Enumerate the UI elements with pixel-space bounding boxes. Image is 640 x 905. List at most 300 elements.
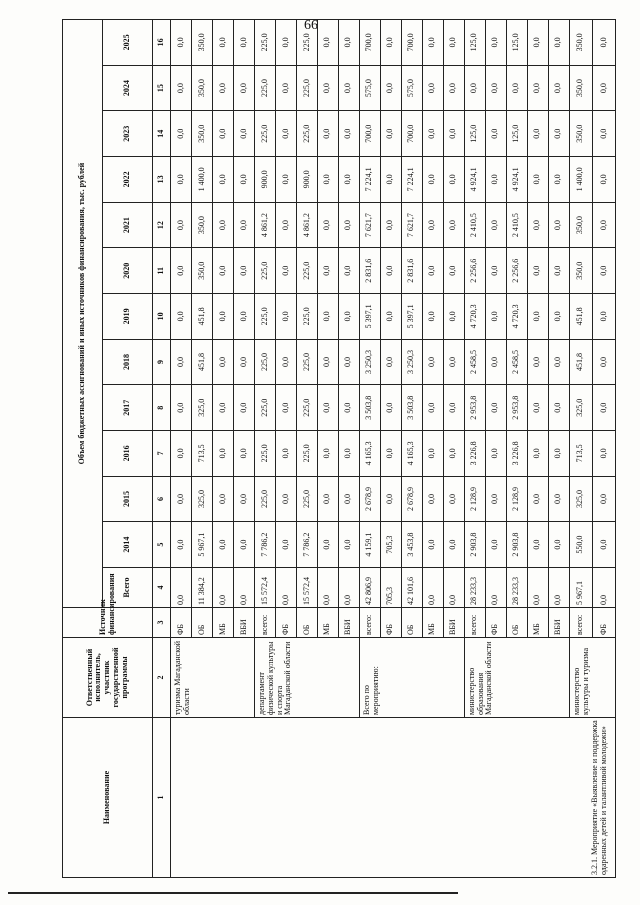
value-cell: 5 397,1 — [359, 294, 380, 340]
value-cell: 705,3 — [380, 522, 401, 568]
total-cell: 0,0 — [527, 568, 548, 608]
source-cell: ВБИ — [233, 608, 254, 638]
value-cell: 325,0 — [191, 385, 212, 431]
value-cell: 0,0 — [485, 20, 506, 66]
source-cell: ВБИ — [443, 608, 464, 638]
value-cell: 125,0 — [506, 20, 527, 66]
value-cell: 0,0 — [317, 476, 338, 522]
value-cell: 451,8 — [191, 294, 212, 340]
value-cell: 0,0 — [422, 339, 443, 385]
executor-cell: Всего по мероприятию: — [359, 638, 464, 718]
value-cell: 350,0 — [569, 20, 592, 66]
value-cell: 2 953,8 — [506, 385, 527, 431]
value-cell: 0,0 — [485, 202, 506, 248]
value-cell: 0,0 — [548, 157, 569, 203]
page-number: 66 — [304, 18, 318, 33]
column-index: 16 — [153, 20, 171, 66]
value-cell: 0,0 — [338, 157, 359, 203]
value-cell: 0,0 — [485, 339, 506, 385]
value-cell: 0,0 — [422, 522, 443, 568]
value-cell: 2 128,9 — [506, 476, 527, 522]
source-cell: ФБ — [275, 608, 296, 638]
value-cell: 0,0 — [443, 20, 464, 66]
value-cell: 4 720,3 — [506, 294, 527, 340]
value-cell: 0,0 — [548, 339, 569, 385]
value-cell: 350,0 — [569, 65, 592, 111]
value-cell: 0,0 — [548, 65, 569, 111]
value-cell: 4 924,1 — [506, 157, 527, 203]
column-index: 11 — [153, 248, 171, 294]
executor-cell: туризма Магаданской области — [171, 638, 255, 718]
value-cell: 4 165,3 — [401, 431, 422, 477]
column-index: 2 — [153, 638, 171, 718]
total-cell: 5 967,1 — [569, 568, 592, 608]
value-cell: 0,0 — [443, 65, 464, 111]
value-cell: 0,0 — [212, 385, 233, 431]
column-index-row — [153, 20, 171, 878]
header-year: 2018 — [103, 339, 153, 385]
value-cell: 0,0 — [592, 339, 615, 385]
value-cell: 0,0 — [171, 522, 192, 568]
total-cell: 15 572,4 — [296, 568, 317, 608]
value-cell: 2 903,8 — [506, 522, 527, 568]
header-total: Всего — [103, 568, 153, 608]
value-cell: 2 953,8 — [464, 385, 485, 431]
source-cell: МБ — [422, 608, 443, 638]
column-index: 7 — [153, 431, 171, 477]
value-cell: 0,0 — [233, 248, 254, 294]
total-cell: 0,0 — [548, 568, 569, 608]
header-year: 2015 — [103, 476, 153, 522]
value-cell: 0,0 — [506, 65, 527, 111]
value-cell: 0,0 — [380, 157, 401, 203]
source-cell: ОБ — [191, 608, 212, 638]
value-cell: 0,0 — [233, 65, 254, 111]
header-volume: Объем бюджетных ассигнований и иных источников финансирования, тыс. рублей — [63, 20, 103, 608]
value-cell: 0,0 — [527, 202, 548, 248]
value-cell: 0,0 — [443, 202, 464, 248]
value-cell: 700,0 — [401, 111, 422, 157]
source-cell: МБ — [212, 608, 233, 638]
header-executor: Ответственный исполнитель, участник государственной программы — [63, 638, 153, 718]
value-cell: 0,0 — [171, 431, 192, 477]
value-cell: 713,5 — [191, 431, 212, 477]
value-cell: 550,0 — [569, 522, 592, 568]
value-cell: 0,0 — [275, 385, 296, 431]
value-cell: 0,0 — [443, 294, 464, 340]
value-cell: 0,0 — [233, 20, 254, 66]
bottom-rule — [8, 892, 458, 894]
column-index: 9 — [153, 339, 171, 385]
value-cell: 0,0 — [592, 65, 615, 111]
value-cell: 225,0 — [296, 111, 317, 157]
value-cell: 0,0 — [338, 20, 359, 66]
source-cell: ФБ — [592, 608, 615, 638]
value-cell: 7 786,2 — [296, 522, 317, 568]
value-cell: 0,0 — [171, 294, 192, 340]
column-index: 1 — [153, 718, 171, 878]
value-cell: 350,0 — [569, 111, 592, 157]
value-cell: 0,0 — [212, 339, 233, 385]
value-cell: 0,0 — [422, 476, 443, 522]
column-index: 12 — [153, 202, 171, 248]
value-cell: 0,0 — [380, 111, 401, 157]
value-cell: 0,0 — [275, 431, 296, 477]
header-year: 2023 — [103, 111, 153, 157]
value-cell: 0,0 — [380, 385, 401, 431]
value-cell: 3 250,3 — [359, 339, 380, 385]
value-cell: 0,0 — [380, 339, 401, 385]
table-header — [63, 20, 153, 878]
value-cell: 0,0 — [317, 202, 338, 248]
value-cell: 575,0 — [359, 65, 380, 111]
value-cell: 0,0 — [212, 522, 233, 568]
value-cell: 0,0 — [422, 202, 443, 248]
value-cell: 0,0 — [443, 157, 464, 203]
value-cell: 0,0 — [527, 111, 548, 157]
value-cell: 0,0 — [338, 111, 359, 157]
value-cell: 0,0 — [592, 294, 615, 340]
value-cell: 350,0 — [191, 111, 212, 157]
value-cell: 0,0 — [317, 431, 338, 477]
value-cell: 225,0 — [254, 431, 275, 477]
value-cell: 0,0 — [275, 339, 296, 385]
source-cell: всего: — [464, 608, 485, 638]
value-cell: 0,0 — [380, 20, 401, 66]
value-cell: 0,0 — [275, 476, 296, 522]
value-cell: 0,0 — [338, 431, 359, 477]
value-cell: 2 410,5 — [506, 202, 527, 248]
value-cell: 2 128,9 — [464, 476, 485, 522]
value-cell: 0,0 — [527, 248, 548, 294]
value-cell: 0,0 — [422, 157, 443, 203]
total-cell: 0,0 — [212, 568, 233, 608]
value-cell: 0,0 — [422, 20, 443, 66]
value-cell: 0,0 — [548, 385, 569, 431]
value-cell: 1 400,0 — [191, 157, 212, 203]
value-cell: 0,0 — [527, 65, 548, 111]
value-cell: 2 678,9 — [401, 476, 422, 522]
value-cell: 0,0 — [527, 294, 548, 340]
value-cell: 225,0 — [296, 248, 317, 294]
value-cell: 0,0 — [592, 385, 615, 431]
header-year: 2016 — [103, 431, 153, 477]
total-cell: 0,0 — [317, 568, 338, 608]
value-cell: 0,0 — [485, 476, 506, 522]
value-cell: 3 250,3 — [401, 339, 422, 385]
value-cell: 700,0 — [401, 20, 422, 66]
source-cell: ФБ — [171, 608, 192, 638]
value-cell: 0,0 — [338, 385, 359, 431]
value-cell: 0,0 — [338, 202, 359, 248]
value-cell: 225,0 — [296, 385, 317, 431]
total-cell: 0,0 — [275, 568, 296, 608]
value-cell: 225,0 — [296, 476, 317, 522]
value-cell: 0,0 — [527, 431, 548, 477]
value-cell: 5 397,1 — [401, 294, 422, 340]
value-cell: 0,0 — [592, 157, 615, 203]
value-cell: 0,0 — [464, 65, 485, 111]
value-cell: 0,0 — [212, 248, 233, 294]
value-cell: 225,0 — [296, 431, 317, 477]
value-cell: 0,0 — [380, 431, 401, 477]
total-cell: 0,0 — [338, 568, 359, 608]
value-cell: 0,0 — [548, 522, 569, 568]
value-cell: 3 226,8 — [464, 431, 485, 477]
value-cell: 325,0 — [191, 476, 212, 522]
value-cell: 0,0 — [592, 431, 615, 477]
total-cell: 0,0 — [443, 568, 464, 608]
value-cell: 0,0 — [233, 294, 254, 340]
value-cell: 0,0 — [317, 157, 338, 203]
value-cell: 0,0 — [380, 65, 401, 111]
value-cell: 0,0 — [212, 65, 233, 111]
value-cell: 0,0 — [548, 248, 569, 294]
value-cell: 5 967,1 — [191, 522, 212, 568]
source-cell: ОБ — [296, 608, 317, 638]
value-cell: 0,0 — [212, 157, 233, 203]
value-cell: 125,0 — [464, 20, 485, 66]
value-cell: 0,0 — [212, 476, 233, 522]
value-cell: 125,0 — [506, 111, 527, 157]
column-index: 13 — [153, 157, 171, 203]
value-cell: 350,0 — [569, 202, 592, 248]
value-cell: 0,0 — [592, 248, 615, 294]
header-source: Источник финансирования — [63, 608, 153, 638]
value-cell: 0,0 — [317, 385, 338, 431]
value-cell: 1 400,0 — [569, 157, 592, 203]
value-cell: 0,0 — [485, 111, 506, 157]
value-cell: 2 410,5 — [464, 202, 485, 248]
value-cell: 700,0 — [359, 111, 380, 157]
value-cell: 225,0 — [254, 20, 275, 66]
value-cell: 0,0 — [443, 476, 464, 522]
value-cell: 0,0 — [171, 339, 192, 385]
value-cell: 350,0 — [191, 65, 212, 111]
value-cell: 0,0 — [275, 111, 296, 157]
value-cell: 350,0 — [191, 202, 212, 248]
value-cell: 0,0 — [171, 65, 192, 111]
value-cell: 4 861,2 — [296, 202, 317, 248]
source-cell: всего: — [359, 608, 380, 638]
value-cell: 0,0 — [443, 339, 464, 385]
value-cell: 7 621,7 — [401, 202, 422, 248]
value-cell: 0,0 — [233, 339, 254, 385]
value-cell: 0,0 — [527, 385, 548, 431]
rotated-table-wrapper — [62, 20, 616, 878]
header-year: 2020 — [103, 248, 153, 294]
value-cell: 0,0 — [317, 522, 338, 568]
value-cell: 0,0 — [527, 522, 548, 568]
value-cell: 0,0 — [422, 431, 443, 477]
total-cell: 705,3 — [380, 568, 401, 608]
value-cell: 0,0 — [317, 20, 338, 66]
value-cell: 0,0 — [422, 294, 443, 340]
value-cell: 451,8 — [191, 339, 212, 385]
value-cell: 0,0 — [212, 202, 233, 248]
value-cell: 0,0 — [485, 431, 506, 477]
value-cell: 0,0 — [380, 476, 401, 522]
column-index: 15 — [153, 65, 171, 111]
total-cell: 11 384,2 — [191, 568, 212, 608]
value-cell: 2 903,8 — [464, 522, 485, 568]
value-cell: 225,0 — [254, 476, 275, 522]
source-cell: ВБИ — [548, 608, 569, 638]
source-cell: ОБ — [506, 608, 527, 638]
column-index: 10 — [153, 294, 171, 340]
value-cell: 0,0 — [275, 157, 296, 203]
total-cell: 28 233,3 — [464, 568, 485, 608]
value-cell: 0,0 — [527, 157, 548, 203]
executor-cell: министерство культуры и туризма — [569, 638, 615, 718]
value-cell: 0,0 — [443, 111, 464, 157]
column-index: 5 — [153, 522, 171, 568]
value-cell: 4 924,1 — [464, 157, 485, 203]
value-cell: 0,0 — [527, 339, 548, 385]
value-cell: 0,0 — [275, 294, 296, 340]
value-cell: 0,0 — [171, 385, 192, 431]
value-cell: 0,0 — [443, 522, 464, 568]
value-cell: 225,0 — [254, 294, 275, 340]
source-cell: ФБ — [485, 608, 506, 638]
source-cell: МБ — [317, 608, 338, 638]
value-cell: 0,0 — [233, 476, 254, 522]
value-cell: 225,0 — [254, 111, 275, 157]
value-cell: 0,0 — [592, 111, 615, 157]
value-cell: 325,0 — [569, 385, 592, 431]
value-cell: 350,0 — [569, 248, 592, 294]
value-cell: 7 224,1 — [401, 157, 422, 203]
value-cell: 4 720,3 — [464, 294, 485, 340]
value-cell: 0,0 — [485, 248, 506, 294]
value-cell: 0,0 — [317, 65, 338, 111]
value-cell: 451,8 — [569, 294, 592, 340]
header-year: 2014 — [103, 522, 153, 568]
total-cell: 42 806,9 — [359, 568, 380, 608]
value-cell: 0,0 — [233, 157, 254, 203]
column-index: 3 — [153, 608, 171, 638]
table-body — [153, 20, 616, 878]
value-cell: 0,0 — [171, 476, 192, 522]
value-cell: 0,0 — [485, 385, 506, 431]
value-cell: 0,0 — [317, 294, 338, 340]
value-cell: 0,0 — [338, 522, 359, 568]
total-cell: 0,0 — [233, 568, 254, 608]
value-cell: 350,0 — [191, 248, 212, 294]
value-cell: 0,0 — [527, 476, 548, 522]
value-cell: 0,0 — [317, 111, 338, 157]
value-cell: 125,0 — [464, 111, 485, 157]
value-cell: 0,0 — [422, 385, 443, 431]
value-cell: 0,0 — [422, 111, 443, 157]
value-cell: 225,0 — [254, 385, 275, 431]
value-cell: 0,0 — [548, 476, 569, 522]
value-cell: 0,0 — [443, 431, 464, 477]
value-cell: 0,0 — [171, 157, 192, 203]
table-row — [171, 20, 192, 878]
value-cell: 4 159,1 — [359, 522, 380, 568]
value-cell: 700,0 — [359, 20, 380, 66]
value-cell: 0,0 — [212, 20, 233, 66]
total-cell: 0,0 — [171, 568, 192, 608]
value-cell: 225,0 — [254, 339, 275, 385]
value-cell: 7 224,1 — [359, 157, 380, 203]
value-cell: 2 831,6 — [359, 248, 380, 294]
source-cell: всего: — [569, 608, 592, 638]
value-cell: 0,0 — [380, 294, 401, 340]
value-cell: 225,0 — [296, 20, 317, 66]
value-cell: 0,0 — [380, 248, 401, 294]
value-cell: 350,0 — [191, 20, 212, 66]
value-cell: 0,0 — [485, 65, 506, 111]
value-cell: 0,0 — [548, 294, 569, 340]
value-cell: 2 458,5 — [464, 339, 485, 385]
value-cell: 0,0 — [233, 111, 254, 157]
source-cell: ОБ — [401, 608, 422, 638]
value-cell: 0,0 — [422, 65, 443, 111]
value-cell: 225,0 — [296, 294, 317, 340]
source-cell: всего: — [254, 608, 275, 638]
value-cell: 225,0 — [296, 65, 317, 111]
value-cell: 225,0 — [296, 339, 317, 385]
executor-cell: департамент физической культуры и спорта Магаданской области — [254, 638, 359, 718]
value-cell: 0,0 — [212, 431, 233, 477]
value-cell: 0,0 — [171, 111, 192, 157]
value-cell: 0,0 — [233, 522, 254, 568]
value-cell: 225,0 — [254, 65, 275, 111]
value-cell: 2 831,6 — [401, 248, 422, 294]
value-cell: 0,0 — [171, 20, 192, 66]
value-cell: 3 453,8 — [401, 522, 422, 568]
value-cell: 3 226,8 — [506, 431, 527, 477]
header-year: 2025 — [103, 20, 153, 66]
header-year: 2019 — [103, 294, 153, 340]
header-year: 2024 — [103, 65, 153, 111]
value-cell: 2 458,5 — [506, 339, 527, 385]
value-cell: 0,0 — [317, 248, 338, 294]
value-cell: 0,0 — [338, 248, 359, 294]
total-cell: 28 233,3 — [506, 568, 527, 608]
total-cell: 42 101,6 — [401, 568, 422, 608]
value-cell: 0,0 — [233, 202, 254, 248]
value-cell: 0,0 — [485, 522, 506, 568]
value-cell: 4 165,3 — [359, 431, 380, 477]
value-cell: 0,0 — [527, 20, 548, 66]
value-cell: 0,0 — [443, 385, 464, 431]
total-cell: 0,0 — [485, 568, 506, 608]
executor-cell: министерство образования Магаданской области — [464, 638, 569, 718]
header-year: 2017 — [103, 385, 153, 431]
value-cell: 0,0 — [212, 111, 233, 157]
header-year: 2021 — [103, 202, 153, 248]
value-cell: 0,0 — [443, 248, 464, 294]
value-cell: 0,0 — [548, 111, 569, 157]
activity-name: 3.2.1. Мероприятие «Выявление и поддержка одаренных детей и талантливой молодежи» — [171, 718, 616, 878]
total-cell: 0,0 — [592, 568, 615, 608]
column-index: 4 — [153, 568, 171, 608]
value-cell: 0,0 — [592, 20, 615, 66]
value-cell: 3 503,8 — [359, 385, 380, 431]
value-cell: 0,0 — [275, 522, 296, 568]
total-cell: 0,0 — [422, 568, 443, 608]
value-cell: 2 256,6 — [506, 248, 527, 294]
value-cell: 0,0 — [233, 385, 254, 431]
value-cell: 451,8 — [569, 339, 592, 385]
value-cell: 0,0 — [338, 339, 359, 385]
value-cell: 0,0 — [233, 431, 254, 477]
value-cell: 0,0 — [592, 476, 615, 522]
column-index: 8 — [153, 385, 171, 431]
